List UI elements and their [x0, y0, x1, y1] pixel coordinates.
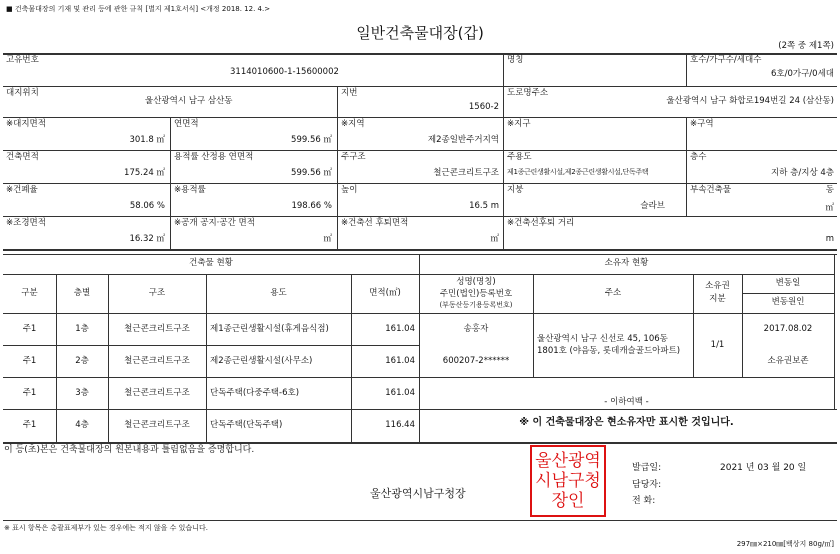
owner-status-heading: 소유자 현황: [604, 258, 649, 268]
blank-marker: - 이하여백 -: [604, 397, 649, 407]
road-address-label: 도로명주소: [507, 88, 549, 98]
structure-label: 주구조: [341, 152, 366, 162]
col-line: [337, 86, 338, 249]
use-label: 주용도: [507, 152, 532, 162]
row-area: 161.04: [385, 388, 415, 398]
issue-date-label: 발급일:: [632, 463, 662, 473]
row-division: 주1: [22, 420, 37, 430]
col-line: [503, 86, 504, 249]
annex-value: 동: [825, 185, 834, 195]
coverage-value: 58.06 %: [129, 201, 165, 211]
floors-value: 지하 층/지상 4층: [771, 168, 834, 178]
row-structure: 철근콘크리트구조: [124, 420, 190, 430]
far-area-value: 599.56 ㎡: [291, 168, 332, 178]
row-floor: 1층: [75, 324, 89, 334]
row-area: 161.04: [385, 356, 415, 366]
landscape-value: 16.32 ㎡: [129, 234, 165, 244]
row-use: 제1종근린생활시설(휴게음식점): [210, 324, 329, 334]
id-value: 3114010600-1-15600002: [230, 67, 339, 77]
regulation-note: ■ 건축물대장의 기재 및 관리 등에 관한 규칙 [별지 제1호서식] <개정 2018. 12. 4.>: [6, 5, 271, 13]
sector-label: ※구역: [690, 119, 714, 129]
row-line: [3, 345, 419, 346]
far-area-label: 용적률 산정용 연면적: [174, 152, 254, 162]
roof-label: 지붕: [507, 185, 524, 195]
row-division: 주1: [22, 388, 37, 398]
row-area: 161.04: [385, 324, 415, 334]
setback-distance-label: ※건축선후퇴 거리: [507, 218, 575, 228]
col-area: 면적(㎡): [369, 288, 401, 298]
issue-date: 2021 년 03 월 20 일: [720, 463, 807, 473]
units-label: 호수/가구수/세대수: [690, 55, 762, 65]
col-floor: 층별: [73, 288, 91, 298]
row-line: [419, 377, 834, 378]
table-top: [3, 254, 837, 255]
row-line: [3, 150, 837, 151]
page-number: (2쪽 중 제1쪽): [778, 41, 834, 51]
use-value: 제1종근린생활시설,제2종근린생활시설,단독주택: [507, 168, 649, 176]
phone-label: 전 화:: [632, 496, 656, 506]
owner-address-line1: 울산광역시 남구 신선로 45, 106동: [537, 334, 668, 344]
floor-area-label: 연면적: [174, 119, 199, 129]
row-line: [3, 377, 419, 378]
floors-label: 층수: [690, 152, 707, 162]
col-line: [503, 53, 504, 86]
col-use: 용도: [270, 288, 287, 298]
official-seal: [530, 445, 606, 517]
row-line: [3, 216, 837, 217]
owner-name: 송홍자: [463, 324, 489, 334]
building-status-heading: 건축물 현황: [189, 258, 233, 268]
officer-label: 담당자:: [632, 480, 662, 490]
row-line: [3, 409, 837, 410]
footer-note: ※ 표시 항목은 총괄표제부가 있는 경우에는 적지 않을 수 있습니다.: [4, 524, 208, 532]
row-line: [3, 117, 837, 118]
row-use: 단독주택(단독주택): [210, 420, 283, 430]
col-owner-reg: 주민(법인)등록번호: [439, 289, 513, 299]
col-line: [206, 274, 207, 442]
owner-note: ※ 이 건축물대장은 현소유자만 표시한 것입니다.: [519, 417, 734, 428]
row-line: [742, 293, 834, 294]
col-change-reason: 변동원인: [771, 297, 805, 307]
setback-area-value: ㎡: [490, 234, 499, 244]
owner-share: 1/1: [710, 340, 725, 350]
row-line: [3, 249, 837, 251]
col-line: [686, 53, 687, 86]
table-bottom: [3, 442, 837, 444]
col-line: [686, 117, 687, 216]
paper-spec: 297㎜×210㎜[백상지 80g/㎡]: [736, 540, 834, 548]
name-label: 명칭: [507, 55, 524, 65]
lot-label: 지번: [341, 88, 358, 98]
zone-label: ※지역: [341, 119, 365, 129]
annex-label: 부속건축물: [690, 185, 732, 195]
row-use: 단독주택(다중주택-6호): [210, 388, 300, 398]
landscape-label: ※조경면적: [6, 218, 46, 228]
structure-value: 철근콘크리트구조: [433, 168, 499, 178]
row-floor: 2층: [75, 356, 89, 366]
owner-change-reason: 소유권보존: [767, 356, 809, 366]
owner-address-line2: 1801호 (야음동, 롯데캐슬골드아파트): [537, 346, 681, 356]
col-share: 소유권: [705, 281, 730, 291]
units-value: 6호/0가구/0세대: [770, 69, 834, 79]
building-area-value: 175.24 ㎡: [124, 168, 165, 178]
col-line: [170, 117, 171, 249]
certify-text: 이 등(초)본은 건축물대장의 원본내용과 틀림없음을 증명합니다.: [4, 445, 255, 455]
col-change-date: 변동일: [775, 278, 801, 288]
row-floor: 3층: [75, 388, 89, 398]
coverage-label: ※건폐율: [6, 185, 38, 195]
seal-text: 울산광역시남구청장인: [535, 451, 601, 511]
setback-area-label: ※건축선 후퇴면적: [341, 218, 409, 228]
page-title: 일반건축물대장(갑): [356, 24, 484, 42]
location-label: 대지위치: [6, 88, 39, 98]
far-value: 198.66 %: [291, 201, 332, 211]
roof-value: 슬라브: [640, 201, 665, 211]
lot-value: 1560-2: [468, 102, 499, 112]
row-division: 주1: [22, 356, 37, 366]
id-label: 고유번호: [6, 55, 39, 65]
annex-unit: ㎡: [825, 203, 834, 213]
district-label: ※지구: [507, 119, 531, 129]
open-space-value: ㎡: [323, 234, 332, 244]
building-area-label: 건축면적: [6, 152, 39, 162]
setback-distance-value: m: [825, 234, 834, 244]
site-area-label: ※대지면적: [6, 119, 46, 129]
row-line: [3, 183, 837, 184]
road-address-value: 울산광역시 남구 화합로194번길 24 (삼산동): [666, 96, 834, 106]
col-line: [351, 274, 352, 442]
site-area-value: 301.8 ㎡: [129, 135, 165, 145]
row-structure: 철근콘크리트구조: [124, 356, 190, 366]
open-space-label: ※공개 공지·공간 면적: [174, 218, 255, 228]
col-owner-reg-2: (부동산등기용등록번호): [439, 301, 513, 309]
owner-reg-no: 600207-2******: [442, 356, 510, 366]
col-structure: 구조: [148, 288, 166, 298]
height-label: 높이: [341, 185, 358, 195]
col-line: [834, 254, 835, 409]
row-line: [3, 86, 837, 87]
zone-value: 제2종일반주거지역: [427, 135, 499, 145]
floor-area-value: 599.56 ㎡: [291, 135, 332, 145]
row-floor: 4층: [75, 420, 89, 430]
far-label: ※용적률: [174, 185, 206, 195]
row-area: 116.44: [385, 420, 415, 430]
footer-line: [3, 520, 837, 521]
row-structure: 철근콘크리트구조: [124, 388, 190, 398]
height-value: 16.5 m: [469, 201, 499, 211]
col-division: 구분: [21, 288, 38, 298]
location-value: 울산광역시 남구 삼산동: [145, 96, 233, 106]
owner-change-date: 2017.08.02: [763, 324, 813, 334]
col-owner-name: 성명(명칭): [456, 277, 496, 287]
row-division: 주1: [22, 324, 37, 334]
col-address: 주소: [604, 288, 622, 298]
issuer-name: 울산광역시남구청장: [370, 487, 466, 500]
col-share-2: 지분: [709, 294, 726, 304]
row-structure: 철근콘크리트구조: [124, 324, 190, 334]
row-use: 제2종근린생활시설(사무소): [210, 356, 313, 366]
